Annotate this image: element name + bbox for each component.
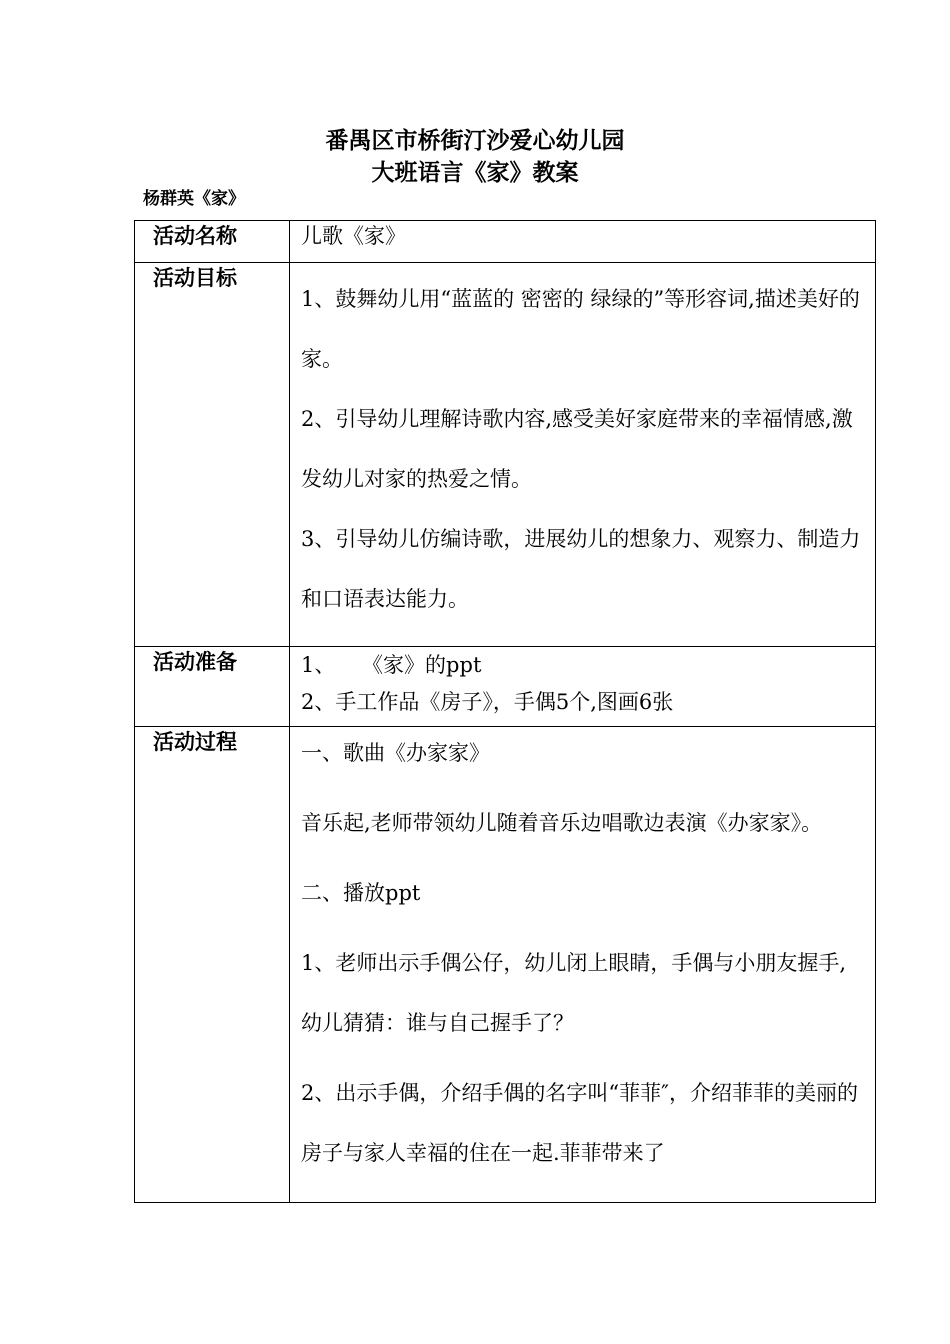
process-item: 音乐起,老师带领幼儿随着音乐边唱歌边表演《办家家》。 (301, 811, 823, 835)
table-row-activity-goals (135, 263, 876, 647)
cell-activity-prep (290, 647, 876, 727)
cell-activity-process (290, 727, 876, 1203)
goal-item: 1、鼓舞幼儿用“蓝蓝的 密密的 绿绿的”等形容词,描述美好的家。 (301, 287, 860, 371)
prep-item: 1、 《家》的ppt (301, 653, 482, 677)
cell-activity-goals (290, 263, 876, 647)
prep-item: 2、手工作品《房子》，手偶5个,图画6张 (301, 690, 674, 714)
author-line: 杨群英《家》 (143, 189, 245, 209)
table-row-activity-name (135, 221, 876, 263)
label-activity-name: 活动名称 (135, 221, 290, 263)
goal-item: 3、引导幼儿仿编诗歌，进展幼儿的想象力、观察力、制造力和口语表达能力。 (301, 527, 861, 611)
label-activity-process: 活动过程 (135, 727, 290, 1203)
lesson-plan-table (134, 220, 876, 1203)
table-row-activity-process (135, 727, 876, 1203)
process-item: 二、播放ppt (301, 881, 421, 905)
document-title: 番禺区市桥街汀沙爱心幼儿园 (325, 128, 625, 154)
activity-name-value: 儿歌《家》 (301, 224, 406, 248)
process-item: 一、歌曲《办家家》 (301, 741, 490, 765)
process-item: 2、出示手偶，介绍手偶的名字叫“菲菲″，介绍菲菲的美丽的房子与家人幸福的住在一起.菲菲带来了 (301, 1081, 858, 1165)
label-activity-goals: 活动目标 (135, 263, 290, 647)
goal-item: 2、引导幼儿理解诗歌内容,感受美好家庭带来的幸福情感,激发幼儿对家的热爱之情。 (301, 407, 853, 491)
table-row-activity-prep (135, 647, 876, 727)
process-item: 1、老师出示手偶公仔，幼儿闭上眼睛，手偶与小朋友握手,幼儿猜猜：谁与自己握手了？ (301, 951, 847, 1035)
document-subtitle: 大班语言《家》教案 (371, 160, 579, 186)
label-activity-prep: 活动准备 (135, 647, 290, 727)
cell-activity-name (290, 221, 876, 263)
